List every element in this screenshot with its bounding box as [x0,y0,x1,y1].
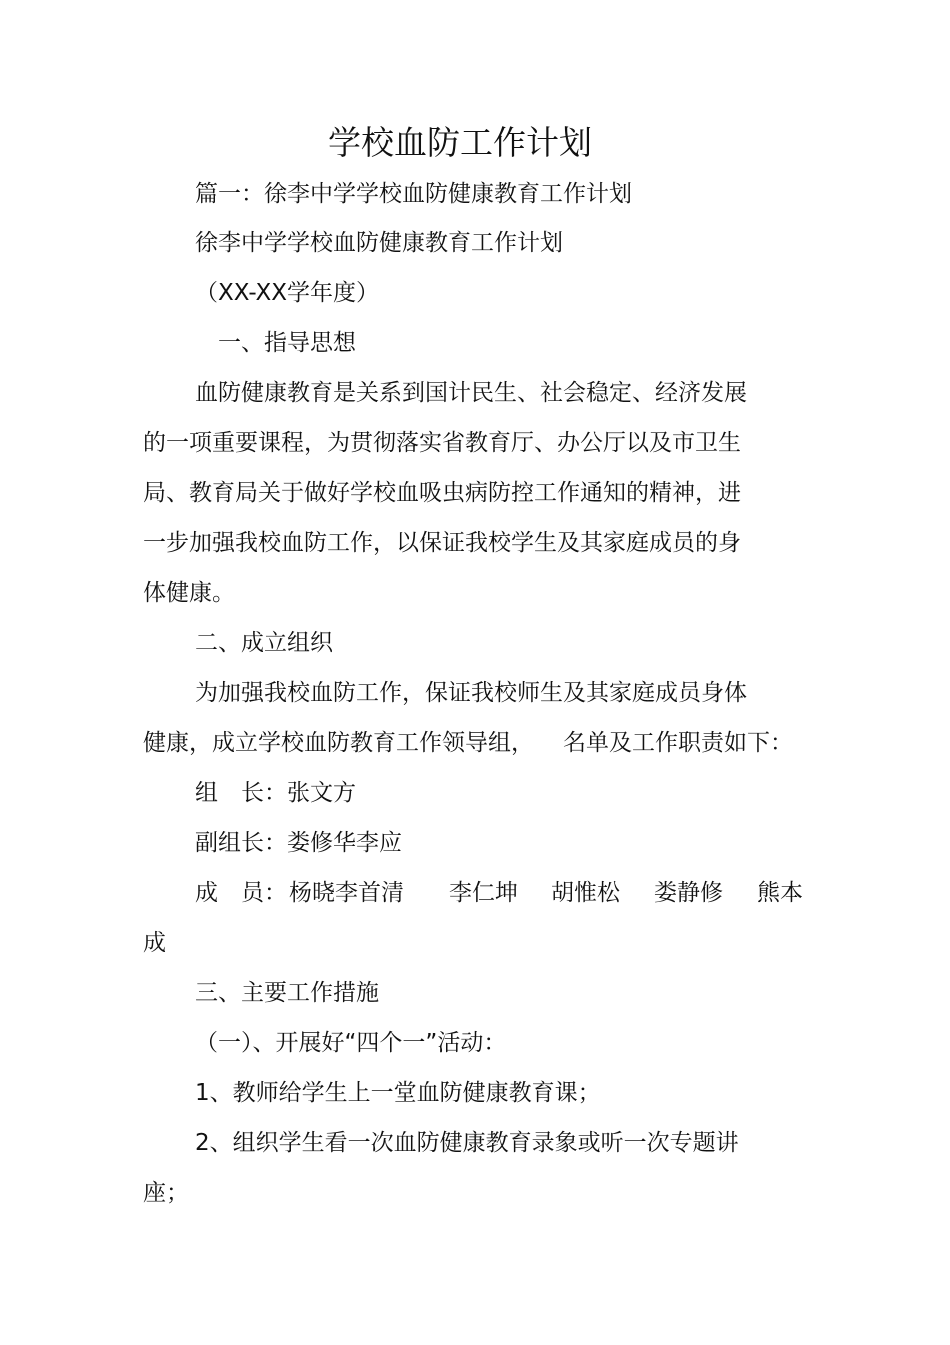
member-name: 李仁坤 [449,880,518,906]
leader-label: 组 长： [195,780,287,806]
members-label: 成 员： [195,880,287,906]
deputy-names: 娄修华李应 [287,830,402,856]
plan-title: 徐李中学学校血防健康教育工作计划 [195,230,563,256]
section3-item-1: 1、教师给学生上一堂血防健康教育课； [195,1080,601,1106]
section3-item-2: 2、组织学生看一次血防健康教育录象或听一次专题讲 [195,1130,739,1156]
section3-heading: 三、主要工作措施 [195,980,379,1006]
member-name: 熊本 [757,880,803,906]
deputy-row [195,828,402,858]
section3-item-2-continuation: 座； [143,1180,189,1206]
member-name: 娄静修 [654,880,723,906]
section1-line-5: 体健康。 [143,580,235,606]
section1-line-1: 血防健康教育是关系到国计民生、社会稳定、经济发展 [195,380,747,406]
section3-subheading: （一）、开展好“四个一”活动： [195,1030,507,1056]
section1-line-4: 一步加强我校血防工作，以保证我校学生及其家庭成员的身 [143,530,741,556]
members-row [195,878,815,908]
school-year: （XX-XX学年度） [195,280,380,306]
section2-line-1: 为加强我校血防工作，保证我校师生及其家庭成员身体 [195,680,747,706]
section1-line-2: 的一项重要课程，为贯彻落实省教育厅、办公厅以及市卫生 [143,430,741,456]
section2-line-2a: 健康，成立学校血防教育工作领导组， [143,730,534,756]
section1-heading: 一、指导思想 [218,330,356,356]
member-name: 胡惟松 [551,880,620,906]
members-continuation: 成 [143,930,166,956]
document-title: 学校血防工作计划 [328,123,592,162]
section2-line-2b: 名单及工作职责如下： [563,730,793,756]
deputy-label: 副组长： [195,830,287,856]
leader-name: 张文方 [287,780,356,806]
section1-line-3: 局、教育局关于做好学校血吸虫病防控工作通知的精神，进 [143,480,741,506]
section2-heading: 二、成立组织 [195,630,333,656]
document-subtitle: 篇一：徐李中学学校血防健康教育工作计划 [195,181,632,207]
leader-row [195,778,356,808]
member-name: 杨晓李首清 [289,880,404,906]
